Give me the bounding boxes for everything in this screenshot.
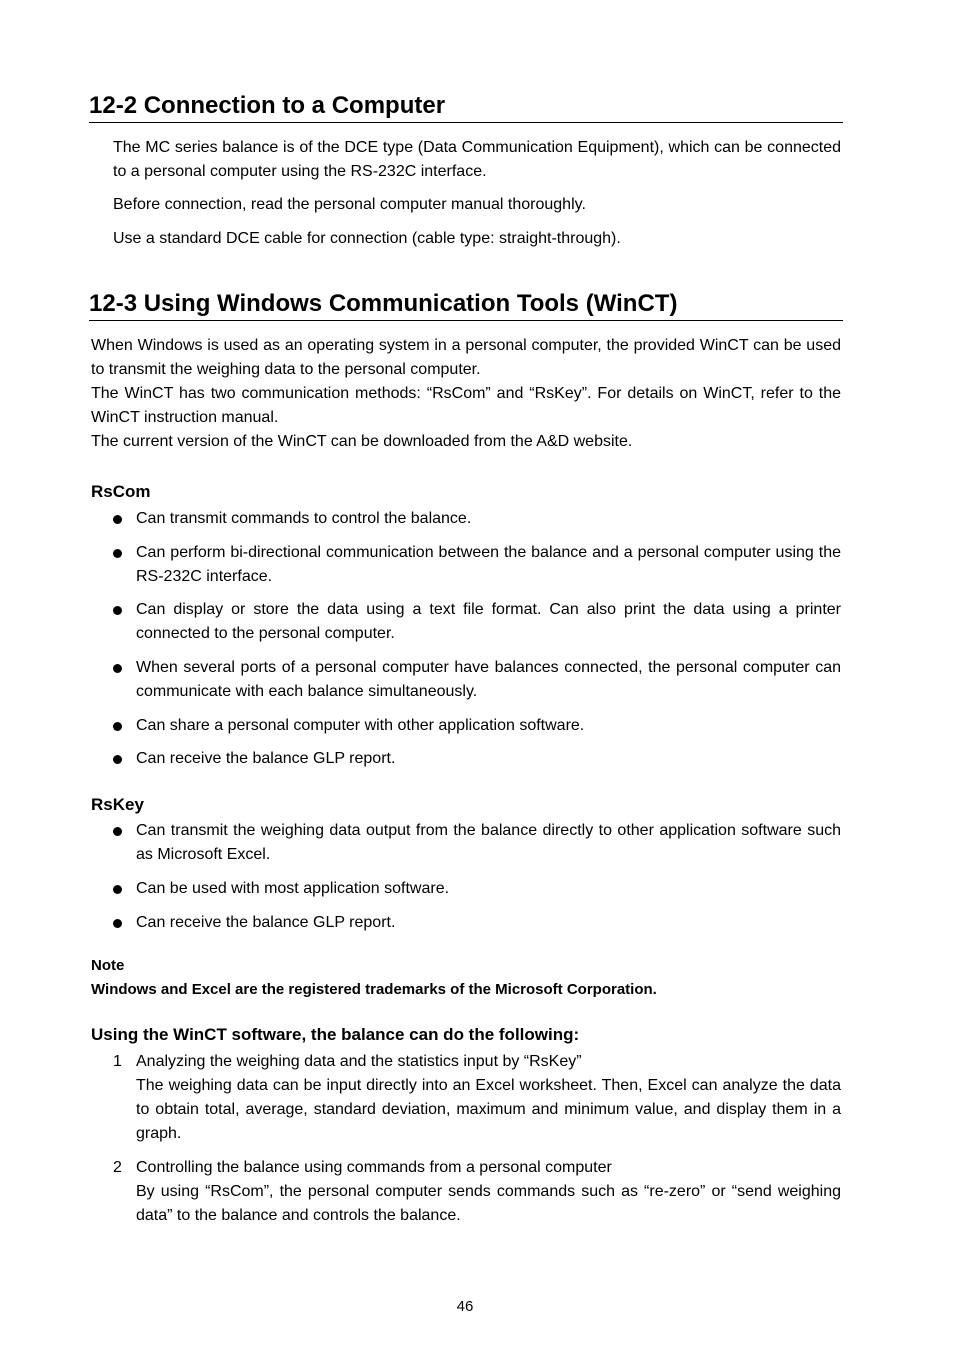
list-item: Can display or store the data using a text file format. Can also print the data using a printer connected to the personal computer. [113,598,841,646]
rscom-heading: RsCom [91,482,151,501]
list-item: Can transmit commands to control the balance. [113,507,841,531]
bullet-icon [113,549,122,558]
item-title: Controlling the balance using commands from a personal computer [136,1159,612,1176]
usage-heading: Using the WinCT software, the balance can do the following: [91,1025,580,1044]
numbered-item [113,1050,841,1146]
item-title: Analyzing the weighing data and the statistics input by “RsKey” [136,1053,582,1070]
bullet-icon [113,919,122,928]
paragraph: When Windows is used as an operating system in a personal computer, the provided WinCT can be used to transmit the weighing data to the personal computer. [91,337,841,378]
numbered-item [113,1156,841,1228]
bullet-icon [113,885,122,894]
note-text: Windows and Excel are the registered trademarks of the Microsoft Corporation. [91,981,657,998]
list-item: Can receive the balance GLP report. [113,911,841,935]
paragraph: The WinCT has two communication methods: “RsCom” and “RsKey”. For details on WinCT, refer to the WinCT instruction manual. [91,385,841,426]
note-label: Note [91,957,125,974]
list-item: Can transmit the weighing data output from the balance directly to other application software such as Microsoft Excel. [113,819,841,867]
list-item: Can be used with most application software. [113,877,841,901]
list-item: Can receive the balance GLP report. [113,747,841,771]
paragraph: The current version of the WinCT can be downloaded from the A&D website. [91,433,633,450]
item-number: 2 [113,1159,122,1176]
bullet-icon [113,755,122,764]
list-item: When several ports of a personal computer have balances connected, the personal computer can communicate with each balance simultaneously. [113,656,841,704]
bullet-icon [113,515,122,524]
page-number: 46 [456,1298,474,1315]
list-item: Can share a personal computer with other application software. [113,714,841,738]
paragraph: The MC series balance is of the DCE type (Data Communication Equipment), which can be connected to a personal computer using the RS-232C interface. [113,139,841,180]
bullet-icon [113,664,122,673]
item-number: 1 [113,1053,122,1070]
rskey-heading: RsKey [91,795,144,814]
paragraph: Use a standard DCE cable for connection (cable type: straight-through). [113,230,621,247]
list-item: Can perform bi-directional communication between the balance and a personal computer using the RS-232C interface. [113,541,841,589]
item-text: The weighing data can be input directly into an Excel worksheet. Then, Excel can analyze the data to obtain total, average, standard deviation, maximum and minimum value, and display them in a graph. [136,1077,841,1142]
section-12-3-heading: 12-3 Using Windows Communication Tools (WinCT) [89,290,843,321]
paragraph: Before connection, read the personal computer manual thoroughly. [113,196,586,213]
bullet-icon [113,606,122,615]
section-12-2-heading: 12-2 Connection to a Computer [89,92,843,123]
bullet-icon [113,722,122,731]
bullet-icon [113,827,122,836]
item-text: By using “RsCom”, the personal computer sends commands such as “re-zero” or “send weighing data” to the balance and controls the balance. [136,1183,841,1224]
